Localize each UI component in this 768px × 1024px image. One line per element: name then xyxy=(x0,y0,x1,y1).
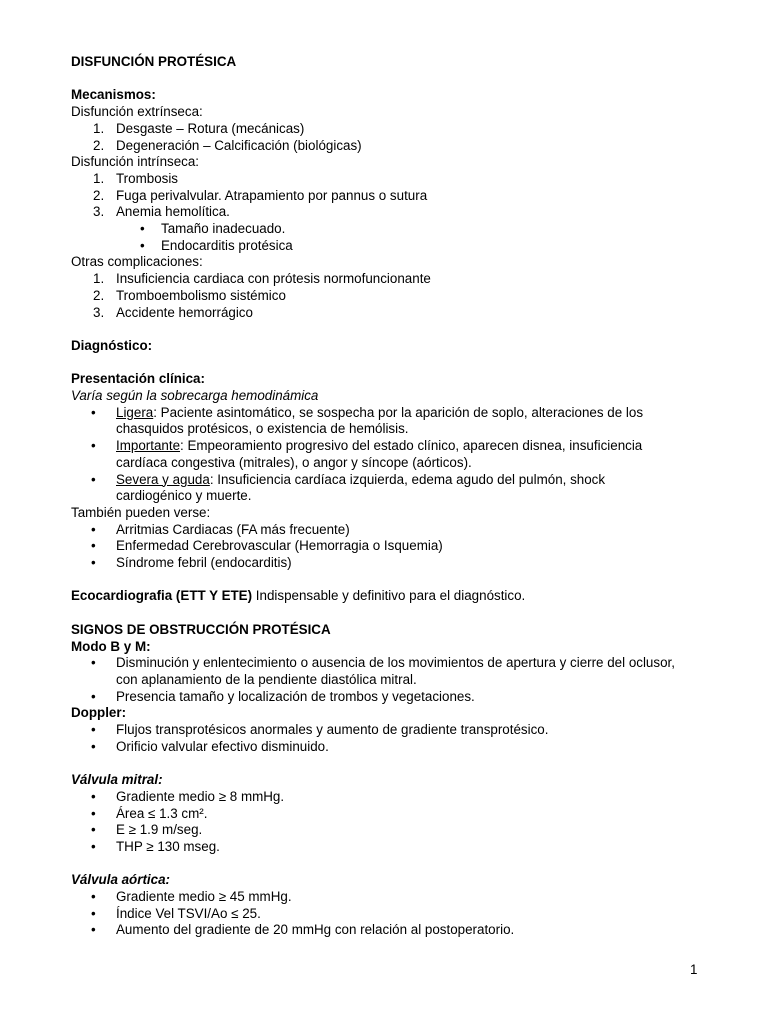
doppler-heading: Doppler: xyxy=(71,705,127,721)
list-item: 2. Degeneración – Calcificación (biológicas) xyxy=(93,137,362,153)
list-item: • Endocarditis protésica xyxy=(140,237,293,253)
mitral-list xyxy=(71,789,711,856)
list-item: • Gradiente medio ≥ 8 mmHg. xyxy=(91,788,285,804)
diagnostico-heading: Diagnóstico: xyxy=(71,337,153,353)
aortica-list xyxy=(71,889,711,939)
list-item: 3. Accidente hemorrágico xyxy=(93,304,253,320)
list-item: 1. Insuficiencia cardiaca con prótesis normofuncionante xyxy=(93,271,431,287)
signos-heading: SIGNOS DE OBSTRUCCIÓN PROTÉSICA xyxy=(71,621,331,637)
presentacion-list xyxy=(71,405,711,505)
mecanismos-heading: Mecanismos: xyxy=(71,87,156,103)
list-item: • Síndrome febril (endocarditis) xyxy=(91,555,292,571)
extrinseca-label: Disfunción extrínseca: xyxy=(71,104,203,120)
list-item: • Disminución y enlentecimiento o ausencia de los movimientos de apertura y cierre del oclusor, con aplanamiento de la pendiente diastólica mitral. xyxy=(91,655,675,687)
document-body xyxy=(71,54,711,939)
list-item: 1. Trombosis xyxy=(93,170,179,186)
list-item: • Presencia tamaño y localización de trombos y vegetaciones. xyxy=(91,688,475,704)
presentacion-intro: Varía según la sobrecarga hemodinámica xyxy=(71,388,319,404)
list-item: • Flujos transprotésicos anormales y aumento de gradiente transprotésico. xyxy=(91,722,549,738)
list-item: • THP ≥ 130 mseg. xyxy=(91,838,220,854)
tambien-list xyxy=(71,522,711,572)
extrinseca-list xyxy=(71,121,711,154)
list-item: • Enfermedad Cerebrovascular (Hemorragia o Isquemia) xyxy=(91,538,443,554)
presentacion-heading: Presentación clínica: xyxy=(71,371,205,387)
otras-label: Otras complicaciones: xyxy=(71,254,203,270)
tambien-label: También pueden verse: xyxy=(71,504,211,520)
list-item: • Área ≤ 1.3 cm². xyxy=(91,805,208,821)
list-item: 3. Anemia hemolítica. xyxy=(93,204,230,220)
list-item: • Importante: Empeoramiento progresivo del estado clínico, aparecen disnea, insuficiencia cardíaca congestiva (mitrales), o angor y síncope (aórticos). xyxy=(91,438,643,470)
list-item: • Ligera: Paciente asintomático, se sospecha por la aparición de soplo, alteraciones de los chasquidos protésicos, o existencia de hemólisis. xyxy=(91,404,644,437)
document-title: DISFUNCIÓN PROTÉSICA xyxy=(71,54,237,69)
modo-list xyxy=(71,655,711,705)
page-number: 1 xyxy=(690,962,698,977)
list-item: • Arritmias Cardiacas (FA más frecuente) xyxy=(91,521,350,537)
doppler-list xyxy=(71,722,711,755)
list-item: • E ≥ 1.9 m/seg. xyxy=(91,822,203,838)
list-item: 2. Fuga perivalvular. Atrapamiento por pannus o sutura xyxy=(93,187,428,203)
list-item: • Índice Vel TSVI/Ao ≤ 25. xyxy=(91,905,261,921)
aortica-heading: Válvula aórtica: xyxy=(71,872,170,888)
list-item: 2. Tromboembolismo sistémico xyxy=(93,287,286,303)
eco-paragraph: Ecocardiografia (ETT Y ETE) Indispensable y definitivo para el diagnóstico. xyxy=(71,588,526,604)
list-item: • Orificio valvular efectivo disminuido. xyxy=(91,738,329,754)
list-item: • Tamaño inadecuado. xyxy=(140,221,286,237)
list-item: • Severa y aguda: Insuficiencia cardíaca izquierda, edema agudo del pulmón, shock cardiogénico y muerte. xyxy=(91,471,606,504)
anemia-sublist xyxy=(71,221,711,254)
list-item: 1. Desgaste – Rotura (mecánicas) xyxy=(93,120,305,136)
modo-heading: Modo B y M: xyxy=(71,638,151,654)
intrinseca-list xyxy=(71,171,711,221)
list-item: • Aumento del gradiente de 20 mmHg con relación al postoperatorio. xyxy=(91,922,515,938)
list-item: • Gradiente medio ≥ 45 mmHg. xyxy=(91,889,292,905)
otras-list xyxy=(71,271,711,321)
mitral-heading: Válvula mitral: xyxy=(71,772,163,788)
intrinseca-label: Disfunción intrínseca: xyxy=(71,154,200,170)
